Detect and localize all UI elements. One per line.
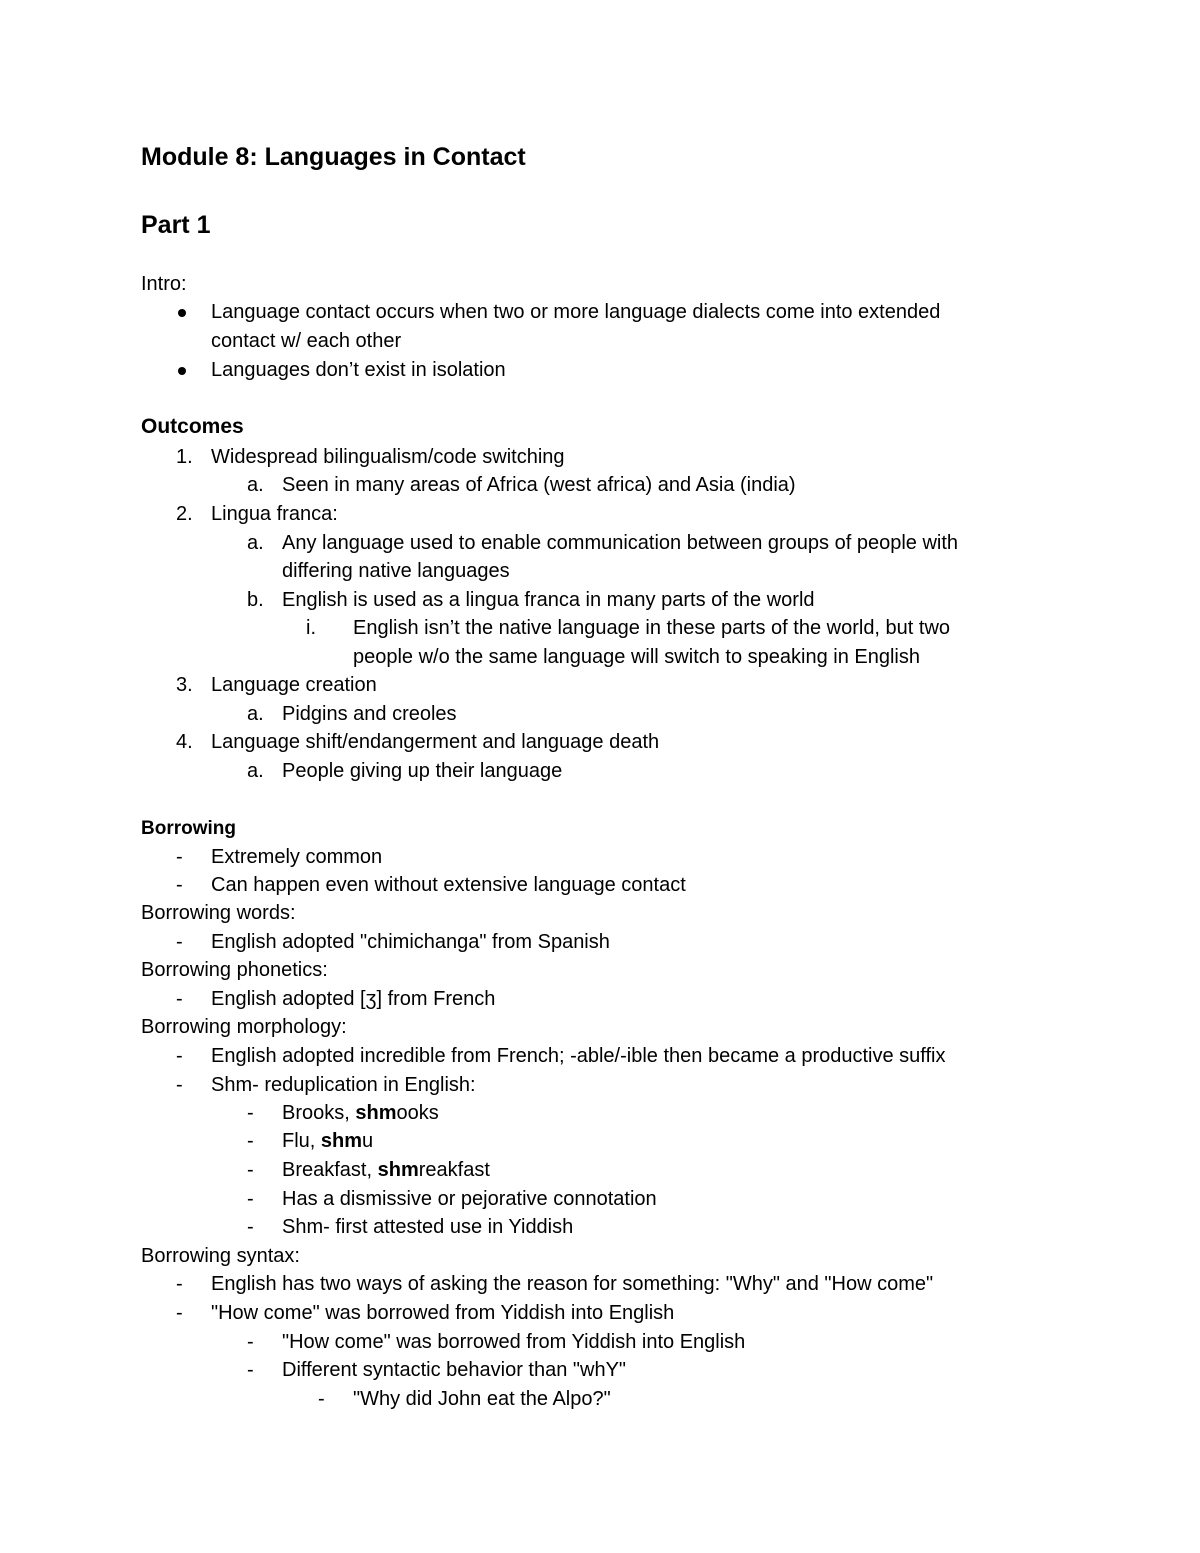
outcome-2-sub-a-line-1: Any language used to enable communication between groups of people with <box>282 532 959 554</box>
page-title: Module 8: Languages in Contact <box>141 143 526 171</box>
list-marker: 4. <box>176 731 193 753</box>
dash-marker: - <box>247 1216 254 1238</box>
borrowing-phonetics-item: English adopted [ʒ] from French <box>211 988 496 1010</box>
example-word: Flu, <box>282 1130 321 1152</box>
outcome-4-sub-a: People giving up their language <box>282 760 563 782</box>
dash-marker: - <box>247 1331 254 1353</box>
dash-marker: - <box>176 1302 183 1324</box>
borrowing-heading: Borrowing <box>141 818 236 839</box>
list-marker: 3. <box>176 674 193 696</box>
borrowing-syntax-item-2: "How come" was borrowed from Yiddish into English <box>211 1302 675 1324</box>
dash-marker: - <box>318 1388 325 1410</box>
dash-marker: - <box>176 988 183 1010</box>
dash-marker: - <box>247 1130 254 1152</box>
list-marker: 2. <box>176 503 193 525</box>
outcome-4: Language shift/endangerment and language death <box>211 731 660 753</box>
outcome-2-sub-a-line-2: differing native languages <box>282 560 510 582</box>
dash-marker: - <box>176 874 183 896</box>
outcome-2-sub-b-i-line-2: people w/o the same language will switch to speaking in English <box>353 646 921 668</box>
dash-marker: - <box>176 931 183 953</box>
intro-label: Intro: <box>141 273 187 295</box>
outcomes-heading: Outcomes <box>141 415 244 438</box>
dash-marker: - <box>176 1074 183 1096</box>
list-marker: 1. <box>176 446 193 468</box>
outcome-2-sub-b: English is used as a lingua franca in many parts of the world <box>282 589 815 611</box>
list-marker: i. <box>306 617 316 639</box>
example-rest: reakfast <box>418 1159 490 1181</box>
dash-marker: - <box>247 1159 254 1181</box>
borrowing-words-item: English adopted "chimichanga" from Spanish <box>211 931 610 953</box>
shm-example-3 <box>282 1156 490 1185</box>
shm-prefix: shm <box>355 1102 397 1124</box>
shm-note-2: Shm- first attested use in Yiddish <box>282 1216 574 1238</box>
dash-marker: - <box>176 1273 183 1295</box>
part-heading: Part 1 <box>141 211 211 239</box>
list-marker: a. <box>247 703 264 725</box>
example-rest: u <box>362 1130 374 1152</box>
borrowing-syntax-item-1: English has two ways of asking the reason for something: "Why" and "How come" <box>211 1273 934 1295</box>
borrowing-words-label: Borrowing words: <box>141 902 296 924</box>
intro-bullet-1-line-1: Language contact occurs when two or more language dialects come into extended <box>211 301 941 323</box>
list-marker: a. <box>247 760 264 782</box>
shm-note-1: Has a dismissive or pejorative connotation <box>282 1188 657 1210</box>
outcome-2: Lingua franca: <box>211 503 338 525</box>
outcome-2-sub-b-i-line-1: English isn’t the native language in these parts of the world, but two <box>353 617 951 639</box>
bullet-icon <box>178 309 186 317</box>
shm-example-1 <box>282 1099 439 1128</box>
borrowing-general-2: Can happen even without extensive language contact <box>211 874 686 896</box>
borrowing-syntax-sub-2: Different syntactic behavior than "whY" <box>282 1359 627 1381</box>
dash-marker: - <box>176 846 183 868</box>
shm-prefix: shm <box>320 1130 363 1152</box>
borrowing-morphology-item-1: English adopted incredible from French; -able/-ible then became a productive suffix <box>211 1045 946 1067</box>
borrowing-phonetics-label: Borrowing phonetics: <box>141 959 328 981</box>
outcome-3: Language creation <box>211 674 377 696</box>
example-word: Breakfast, <box>282 1159 378 1181</box>
list-marker: b. <box>247 589 264 611</box>
dash-marker: - <box>247 1359 254 1381</box>
dash-marker: - <box>247 1188 254 1210</box>
dash-marker: - <box>247 1102 254 1124</box>
borrowing-syntax-example: "Why did John eat the Alpo?" <box>353 1388 611 1410</box>
outcome-3-sub-a: Pidgins and creoles <box>282 703 457 725</box>
shm-prefix: shm <box>377 1159 419 1181</box>
intro-bullet-1-line-2: contact w/ each other <box>211 330 402 352</box>
example-word: Brooks, <box>282 1102 356 1124</box>
shm-example-2 <box>282 1127 373 1156</box>
borrowing-morphology-item-2: Shm- reduplication in English: <box>211 1074 476 1096</box>
bullet-icon <box>178 367 186 375</box>
example-rest: ooks <box>396 1102 439 1124</box>
outcome-1-sub-a: Seen in many areas of Africa (west africa) and Asia (india) <box>282 474 796 496</box>
list-marker: a. <box>247 532 264 554</box>
borrowing-general-1: Extremely common <box>211 846 383 868</box>
outcome-1: Widespread bilingualism/code switching <box>211 446 565 468</box>
borrowing-morphology-label: Borrowing morphology: <box>141 1016 347 1038</box>
intro-bullet-2: Languages don’t exist in isolation <box>211 359 506 381</box>
borrowing-syntax-sub-1: "How come" was borrowed from Yiddish into English <box>282 1331 746 1353</box>
borrowing-syntax-label: Borrowing syntax: <box>141 1245 300 1267</box>
dash-marker: - <box>176 1045 183 1067</box>
list-marker: a. <box>247 474 264 496</box>
